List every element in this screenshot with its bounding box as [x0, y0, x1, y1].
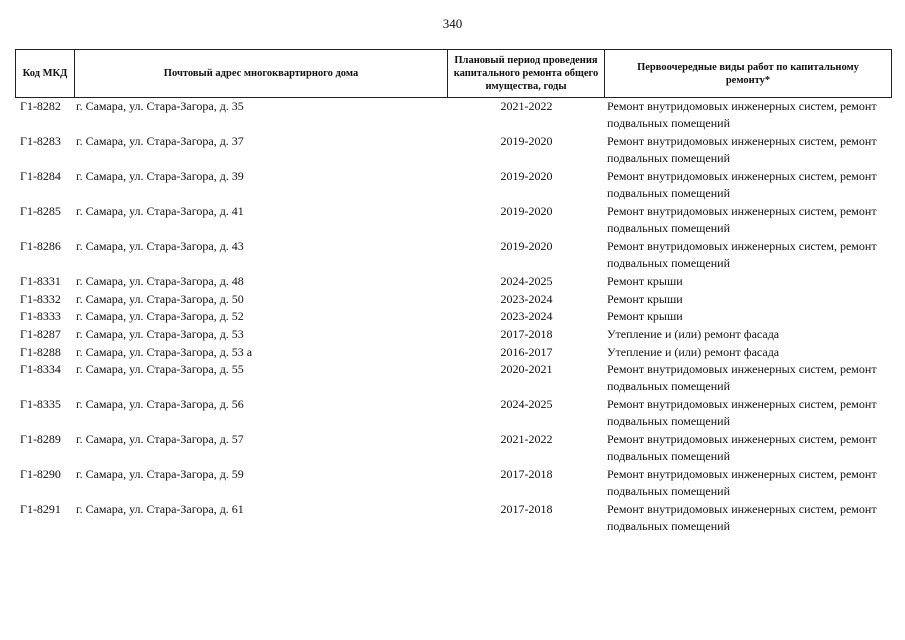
row-works: Утепление и (или) ремонт фасада	[607, 327, 780, 342]
row-code: Г1-8333	[20, 309, 61, 324]
row-code: Г1-8284	[20, 169, 61, 183]
table-row	[15, 291, 892, 309]
table-row	[15, 344, 892, 362]
row-code: Г1-8285	[20, 204, 61, 218]
row-address: г. Самара, ул. Стара-Загора, д. 61	[76, 502, 244, 517]
table-row	[15, 308, 892, 326]
table-row	[15, 361, 892, 396]
page-number: 340	[442, 16, 463, 31]
row-period: 2017-2018	[500, 467, 553, 482]
table-row	[15, 98, 892, 133]
row-works: Ремонт внутридомовых инженерных систем, ремонт подвальных помещений	[607, 502, 877, 534]
row-code: Г1-8331	[20, 274, 61, 288]
row-address: г. Самара, ул. Стара-Загора, д. 41	[76, 204, 244, 218]
row-address: г. Самара, ул. Стара-Загора, д. 50	[76, 291, 244, 306]
row-address: г. Самара, ул. Стара-Загора, д. 37	[76, 134, 244, 148]
row-period: 2017-2018	[500, 502, 553, 517]
row-period: 2019-2020	[500, 169, 553, 183]
repair-table	[15, 49, 892, 536]
row-period: 2017-2018	[500, 327, 553, 342]
table-row	[15, 501, 892, 536]
row-works: Ремонт внутридомовых инженерных систем, ремонт подвальных помещений	[607, 134, 877, 165]
row-works: Ремонт крыши	[607, 291, 683, 306]
row-address: г. Самара, ул. Стара-Загора, д. 43	[76, 239, 244, 253]
row-period: 2019-2020	[500, 204, 553, 218]
table-row	[15, 168, 892, 203]
row-address: г. Самара, ул. Стара-Загора, д. 53	[76, 327, 244, 342]
row-period: 2021-2022	[500, 432, 553, 447]
row-address: г. Самара, ул. Стара-Загора, д. 39	[76, 169, 244, 183]
table-row	[15, 431, 892, 466]
row-works: Ремонт крыши	[607, 309, 683, 324]
table-row	[15, 396, 892, 431]
table-body	[15, 98, 892, 536]
row-period: 2024-2025	[500, 274, 553, 288]
row-period: 2023-2024	[500, 291, 553, 306]
row-period: 2019-2020	[500, 239, 553, 253]
row-works: Ремонт крыши	[607, 274, 683, 288]
row-code: Г1-8282	[20, 99, 61, 113]
row-period: 2019-2020	[500, 134, 553, 148]
row-address: г. Самара, ул. Стара-Загора, д. 56	[76, 397, 244, 412]
row-code: Г1-8287	[20, 327, 61, 342]
row-address: г. Самара, ул. Стара-Загора, д. 53 а	[76, 344, 253, 359]
row-works: Ремонт внутридомовых инженерных систем, ремонт подвальных помещений	[607, 362, 877, 394]
table-row	[15, 466, 892, 501]
row-works: Утепление и (или) ремонт фасада	[607, 344, 780, 359]
row-works: Ремонт внутридомовых инженерных систем, ремонт подвальных помещений	[607, 467, 877, 499]
row-works: Ремонт внутридомовых инженерных систем, ремонт подвальных помещений	[607, 99, 877, 130]
table-row	[15, 133, 892, 168]
header-code: Код МКД	[15, 50, 75, 97]
table-row	[15, 238, 892, 273]
row-code: Г1-8286	[20, 239, 61, 253]
row-code: Г1-8332	[20, 291, 61, 306]
row-code: Г1-8334	[20, 362, 61, 377]
row-works: Ремонт внутридомовых инженерных систем, ремонт подвальных помещений	[607, 169, 877, 200]
header-address: Почтовый адрес многоквартирного дома	[75, 50, 448, 97]
row-address: г. Самара, ул. Стара-Загора, д. 52	[76, 309, 244, 324]
row-works: Ремонт внутридомовых инженерных систем, ремонт подвальных помещений	[607, 239, 877, 270]
row-works: Ремонт внутридомовых инженерных систем, ремонт подвальных помещений	[607, 204, 877, 235]
table-row	[15, 273, 892, 291]
row-period: 2020-2021	[500, 362, 553, 377]
row-address: г. Самара, ул. Стара-Загора, д. 55	[76, 362, 244, 377]
row-period: 2021-2022	[500, 99, 553, 113]
row-address: г. Самара, ул. Стара-Загора, д. 57	[76, 432, 244, 447]
row-code: Г1-8283	[20, 134, 61, 148]
row-address: г. Самара, ул. Стара-Загора, д. 48	[76, 274, 244, 288]
row-period: 2023-2024	[500, 309, 553, 324]
row-code: Г1-8288	[20, 344, 61, 359]
header-works: Первоочередные виды работ по капитальному ремонту*	[605, 50, 892, 97]
row-period: 2016-2017	[500, 344, 553, 359]
header-period: Плановый период проведения капитального ремонта общего имущества, годы	[448, 50, 605, 97]
table-row	[15, 203, 892, 238]
table-header	[15, 49, 892, 98]
row-code: Г1-8335	[20, 397, 61, 412]
row-address: г. Самара, ул. Стара-Загора, д. 35	[76, 99, 244, 113]
row-code: Г1-8290	[20, 467, 61, 482]
row-works: Ремонт внутридомовых инженерных систем, ремонт подвальных помещений	[607, 432, 877, 464]
row-code: Г1-8289	[20, 432, 61, 447]
table-row	[15, 326, 892, 344]
row-code: Г1-8291	[20, 502, 61, 517]
row-period: 2024-2025	[500, 397, 553, 412]
row-address: г. Самара, ул. Стара-Загора, д. 59	[76, 467, 244, 482]
row-works: Ремонт внутридомовых инженерных систем, ремонт подвальных помещений	[607, 397, 877, 429]
